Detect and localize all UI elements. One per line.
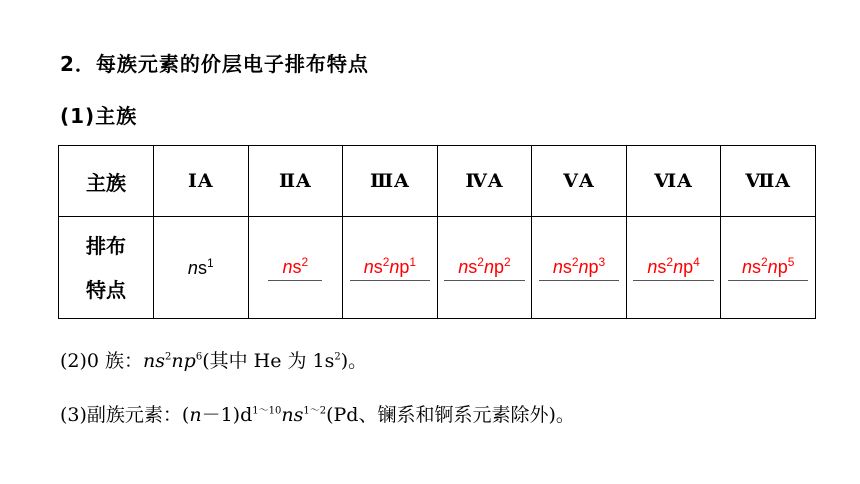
header-cell-group-6: ⅥA	[626, 146, 721, 217]
config-cell-1	[154, 217, 249, 319]
config-answer: $ns^2np^3$	[552, 254, 606, 277]
config-answer: $ns^2np^2$	[458, 254, 511, 277]
header-cell-group-1: ⅠA	[154, 146, 249, 217]
config-cell-5	[532, 217, 627, 319]
answer-blank	[444, 255, 524, 281]
answer-blank	[268, 255, 322, 281]
config-cell-3	[343, 217, 438, 319]
main-group-table	[58, 145, 816, 319]
answer-blank	[633, 255, 713, 281]
config-answer: $ns^2$	[282, 254, 309, 277]
config-cell-6	[626, 217, 721, 319]
header-cell-group-3: ⅢA	[343, 146, 438, 217]
config-cell-4	[437, 217, 532, 319]
config-value: $ns^1$	[187, 256, 214, 278]
subsection-heading: (1)主族	[60, 104, 138, 128]
table-config-row	[59, 217, 816, 319]
row-label-line2: 特点	[86, 277, 126, 302]
config-cell-7	[721, 217, 816, 319]
table-header-row	[59, 146, 816, 217]
header-cell-group-7: ⅦA	[721, 146, 816, 217]
row-label-line1: 排布	[86, 233, 126, 258]
config-answer: $ns^2np^1$	[363, 254, 417, 277]
header-cell-group-4: ⅣA	[437, 146, 532, 217]
section-heading: 2．每族元素的价层电子排布特点	[60, 52, 369, 76]
header-cell-group-2: ⅡA	[248, 146, 343, 217]
answer-blank	[728, 255, 808, 281]
header-cell-main-group: 主族	[59, 146, 154, 217]
config-answer: $ns^2np^4$	[647, 254, 700, 277]
answer-blank	[539, 255, 619, 281]
noble-gas-line: (2)0 族：$ns^2np^6$(其中 He 为 $1s^2$)。	[60, 350, 368, 372]
config-cell-2	[248, 217, 343, 319]
answer-blank	[350, 255, 430, 281]
config-answer: $ns^2np^5$	[741, 254, 795, 277]
header-cell-group-5: ⅤA	[532, 146, 627, 217]
transition-group-line: (3)副族元素：$(n-1)d^{1\sim 10}ns^{1\sim 2}(Pd$、镧系和锕系元素除外)。	[60, 404, 575, 426]
row-label-cell	[59, 217, 154, 319]
